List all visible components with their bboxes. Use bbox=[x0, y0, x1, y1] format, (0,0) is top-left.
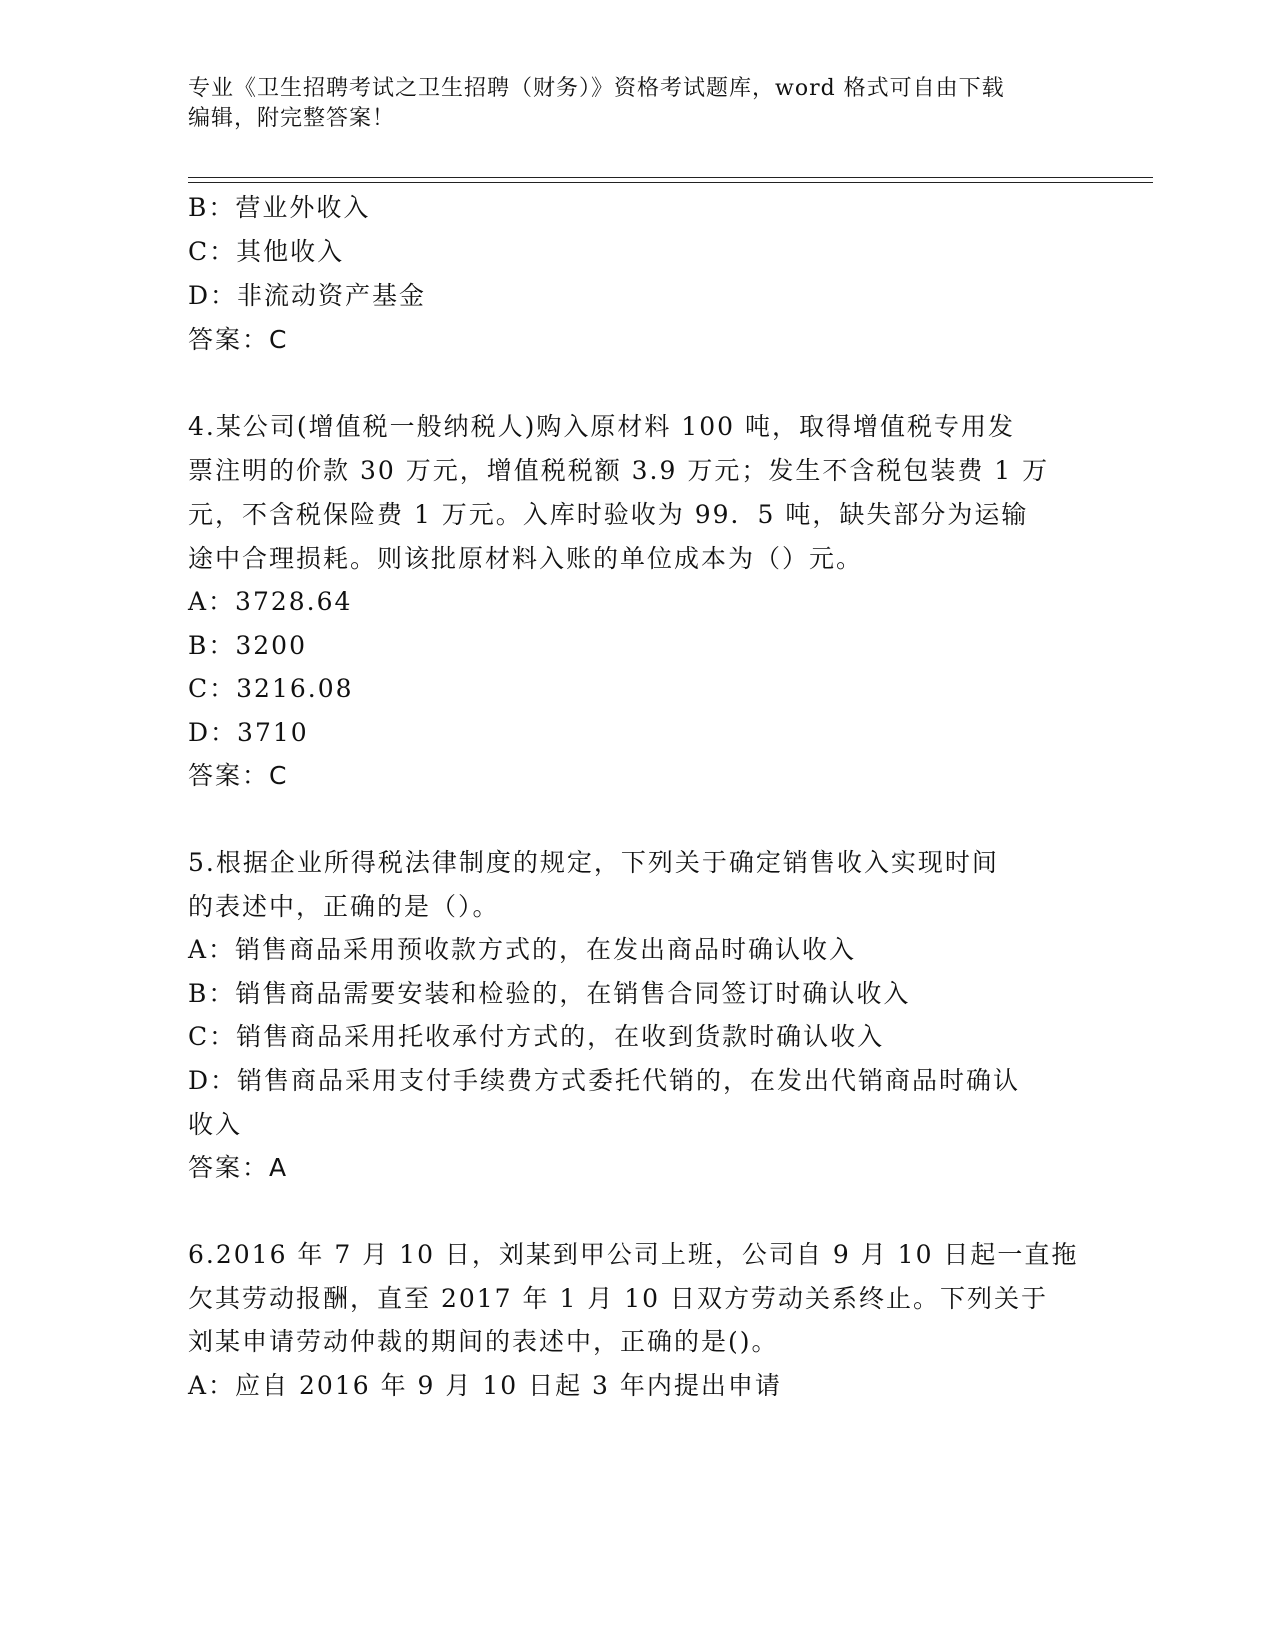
q5-option-b: B：销售商品需要安装和检验的，在销售合同签订时确认收入 bbox=[188, 979, 911, 1008]
q6-stem-line-3: 刘某申请劳动仲裁的期间的表述中，正确的是()。 bbox=[188, 1327, 779, 1356]
q5-option-a: A：销售商品采用预收款方式的，在发出商品时确认收入 bbox=[188, 935, 857, 964]
q4-option-b: B：3200 bbox=[188, 631, 307, 660]
header-divider-bottom bbox=[188, 182, 1153, 183]
q5-answer: 答案：A bbox=[188, 1153, 289, 1182]
q3-option-b: B：营业外收入 bbox=[188, 193, 371, 222]
q5-option-d-line-2: 收入 bbox=[188, 1110, 243, 1139]
q4-answer: 答案：C bbox=[188, 761, 289, 790]
q4-option-c: C：3216.08 bbox=[188, 674, 354, 703]
q4-stem-line-1: 4.某公司(增值税一般纳税人)购入原材料 100 吨，取得增值税专用发 bbox=[188, 412, 1015, 441]
header-divider-top bbox=[188, 177, 1153, 178]
q4-stem-line-4: 途中合理损耗。则该批原材料入账的单位成本为（）元。 bbox=[188, 544, 864, 573]
q4-option-d: D：3710 bbox=[188, 718, 309, 747]
q6-stem-line-2: 欠其劳动报酬，直至 2017 年 1 月 10 日双方劳动关系终止。下列关于 bbox=[188, 1284, 1049, 1313]
q4-stem-line-2: 票注明的价款 30 万元，增值税税额 3.9 万元；发生不含税包装费 1 万 bbox=[188, 456, 1050, 485]
q5-option-c: C：销售商品采用托收承付方式的，在收到货款时确认收入 bbox=[188, 1022, 885, 1051]
header-line-1: 专业《卫生招聘考试之卫生招聘（财务）》资格考试题库，word 格式可自由下载 bbox=[188, 76, 1005, 101]
q4-stem-line-3: 元，不含税保险费 1 万元。入库时验收为 99．5 吨，缺失部分为运输 bbox=[188, 500, 1029, 529]
q5-stem-line-1: 5.根据企业所得税法律制度的规定，下列关于确定销售收入实现时间 bbox=[188, 848, 999, 877]
q3-option-d: D：非流动资产基金 bbox=[188, 281, 427, 310]
q3-option-c: C：其他收入 bbox=[188, 237, 345, 266]
q6-option-a: A：应自 2016 年 9 月 10 日起 3 年内提出申请 bbox=[188, 1371, 782, 1400]
q6-stem-line-1: 6.2016 年 7 月 10 日，刘某到甲公司上班，公司自 9 月 10 日起一直拖 bbox=[188, 1240, 1079, 1269]
q5-option-d-line-1: D：销售商品采用支付手续费方式委托代销的，在发出代销商品时确认 bbox=[188, 1066, 1021, 1095]
header-line-2: 编辑，附完整答案！ bbox=[188, 106, 396, 131]
q4-option-a: A：3728.64 bbox=[188, 587, 353, 616]
document-header bbox=[188, 74, 1068, 134]
q3-answer: 答案：C bbox=[188, 325, 289, 354]
q5-stem-line-2: 的表述中，正确的是（）。 bbox=[188, 892, 500, 921]
